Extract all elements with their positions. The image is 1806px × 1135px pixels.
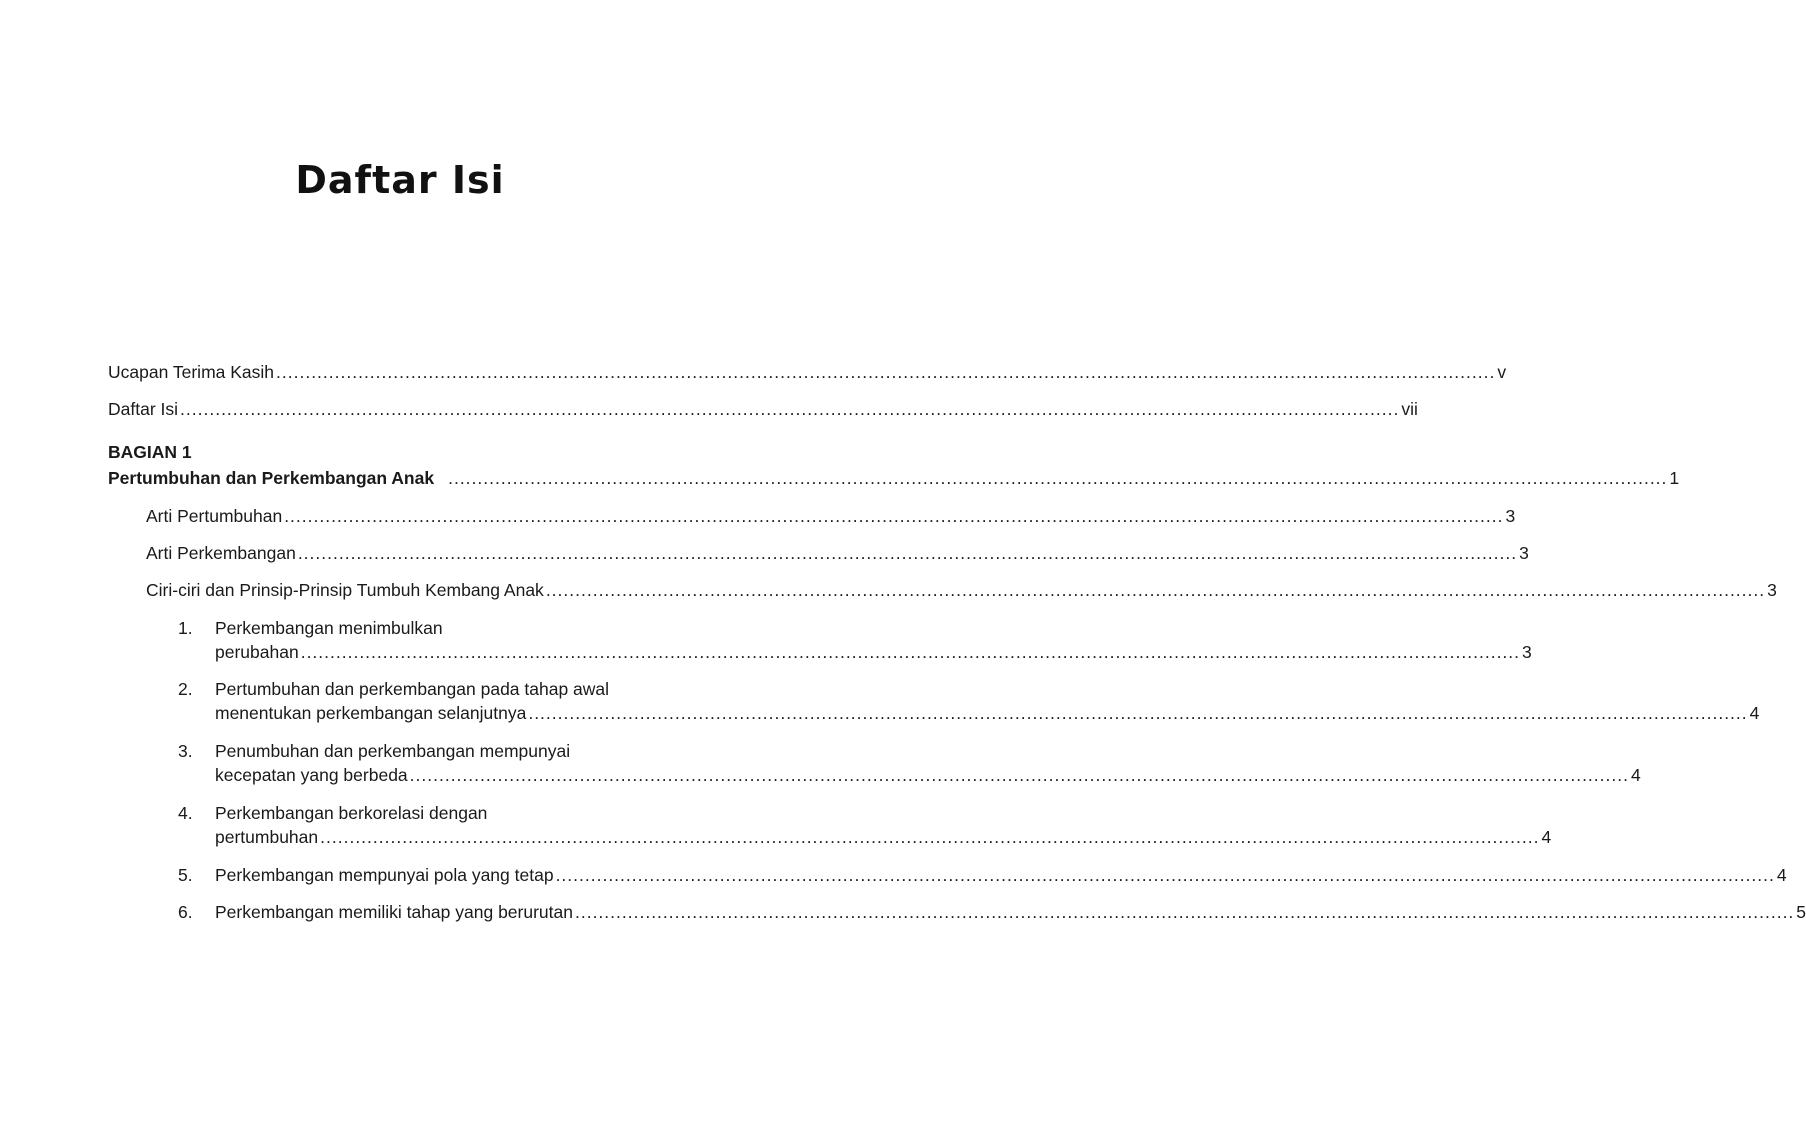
toc-item-1[interactable] <box>108 618 1532 663</box>
item-line-1: Pertumbuhan dan perkembangan pada tahap awal <box>215 679 610 699</box>
leader-dots <box>276 362 1495 383</box>
leader-dots <box>556 865 1775 886</box>
toc-item-3[interactable] <box>108 741 1641 786</box>
toc-page: 3 <box>1519 543 1529 563</box>
section-heading: BAGIAN 1 <box>108 442 192 462</box>
leader-dots <box>298 543 1517 564</box>
toc-item-6[interactable] <box>108 902 1806 923</box>
page-title: Daftar Isi <box>295 158 505 202</box>
leader-dots <box>284 506 1503 527</box>
leader-dots <box>301 642 1520 663</box>
toc-entry-arti-perkembangan[interactable] <box>108 543 1529 564</box>
item-line: Perkembangan memiliki tahap yang berurutan <box>215 902 573 922</box>
toc-page: 4 <box>1541 827 1552 847</box>
item-line-1: Penumbuhan dan perkembangan mempunyai <box>215 741 571 761</box>
item-number: 2. <box>178 679 193 699</box>
toc-label: Ucapan Terima Kasih <box>108 362 275 382</box>
item-number: 5. <box>178 865 193 885</box>
toc-label: Ciri-ciri dan Prinsip-Prinsip Tumbuh Kembang Anak <box>146 580 544 600</box>
item-line-2: kecepatan yang berbeda <box>215 765 408 785</box>
leader-dots <box>180 399 1399 420</box>
item-number: 6. <box>178 902 193 922</box>
toc-page: 1 <box>1669 468 1680 488</box>
toc-page: 5 <box>1796 902 1806 922</box>
item-line-1: Perkembangan berkorelasi dengan <box>215 803 488 823</box>
toc-entry-arti-pertumbuhan[interactable] <box>108 506 1516 527</box>
toc-page: 4 <box>1776 865 1787 885</box>
toc-label: Daftar Isi <box>108 399 179 419</box>
item-line-2: menentukan perkembangan selanjutnya <box>215 703 527 723</box>
item-line: Perkembangan mempunyai pola yang tetap <box>215 865 554 885</box>
toc-page: 3 <box>1522 642 1532 662</box>
leader-dots <box>448 468 1667 489</box>
item-line-1: Perkembangan menimbulkan <box>215 618 443 638</box>
item-number: 1. <box>178 618 193 638</box>
item-number: 3. <box>178 741 193 761</box>
toc-entry-daftar-isi[interactable] <box>108 399 1418 420</box>
toc-page: 4 <box>1749 703 1760 723</box>
toc-page: 3 <box>1767 580 1777 600</box>
leader-dots <box>546 580 1765 601</box>
toc-label: Arti Pertumbuhan <box>146 506 283 526</box>
toc-item-4[interactable] <box>108 803 1552 848</box>
item-number: 4. <box>178 803 193 823</box>
item-line-2: pertumbuhan <box>215 827 319 847</box>
toc-item-5[interactable] <box>108 865 1787 886</box>
leader-dots <box>320 827 1539 848</box>
toc-item-2[interactable] <box>108 679 1760 724</box>
toc-label: Arti Perkembangan <box>146 543 296 563</box>
toc-label: Pertumbuhan dan Perkembangan Anak <box>108 468 435 488</box>
toc-page: v <box>1497 362 1507 382</box>
toc-entry-ucapan[interactable] <box>108 362 1507 383</box>
item-line-2: perubahan <box>215 642 299 662</box>
toc-page: 3 <box>1505 506 1516 526</box>
toc-entry-bagian-1[interactable] <box>108 468 1680 489</box>
toc-page: vii <box>1401 399 1418 419</box>
leader-dots <box>575 902 1794 923</box>
leader-dots <box>410 765 1629 786</box>
leader-dots <box>528 703 1747 724</box>
toc-page: 4 <box>1630 765 1641 785</box>
toc-entry-ciri-ciri[interactable] <box>108 580 1777 601</box>
